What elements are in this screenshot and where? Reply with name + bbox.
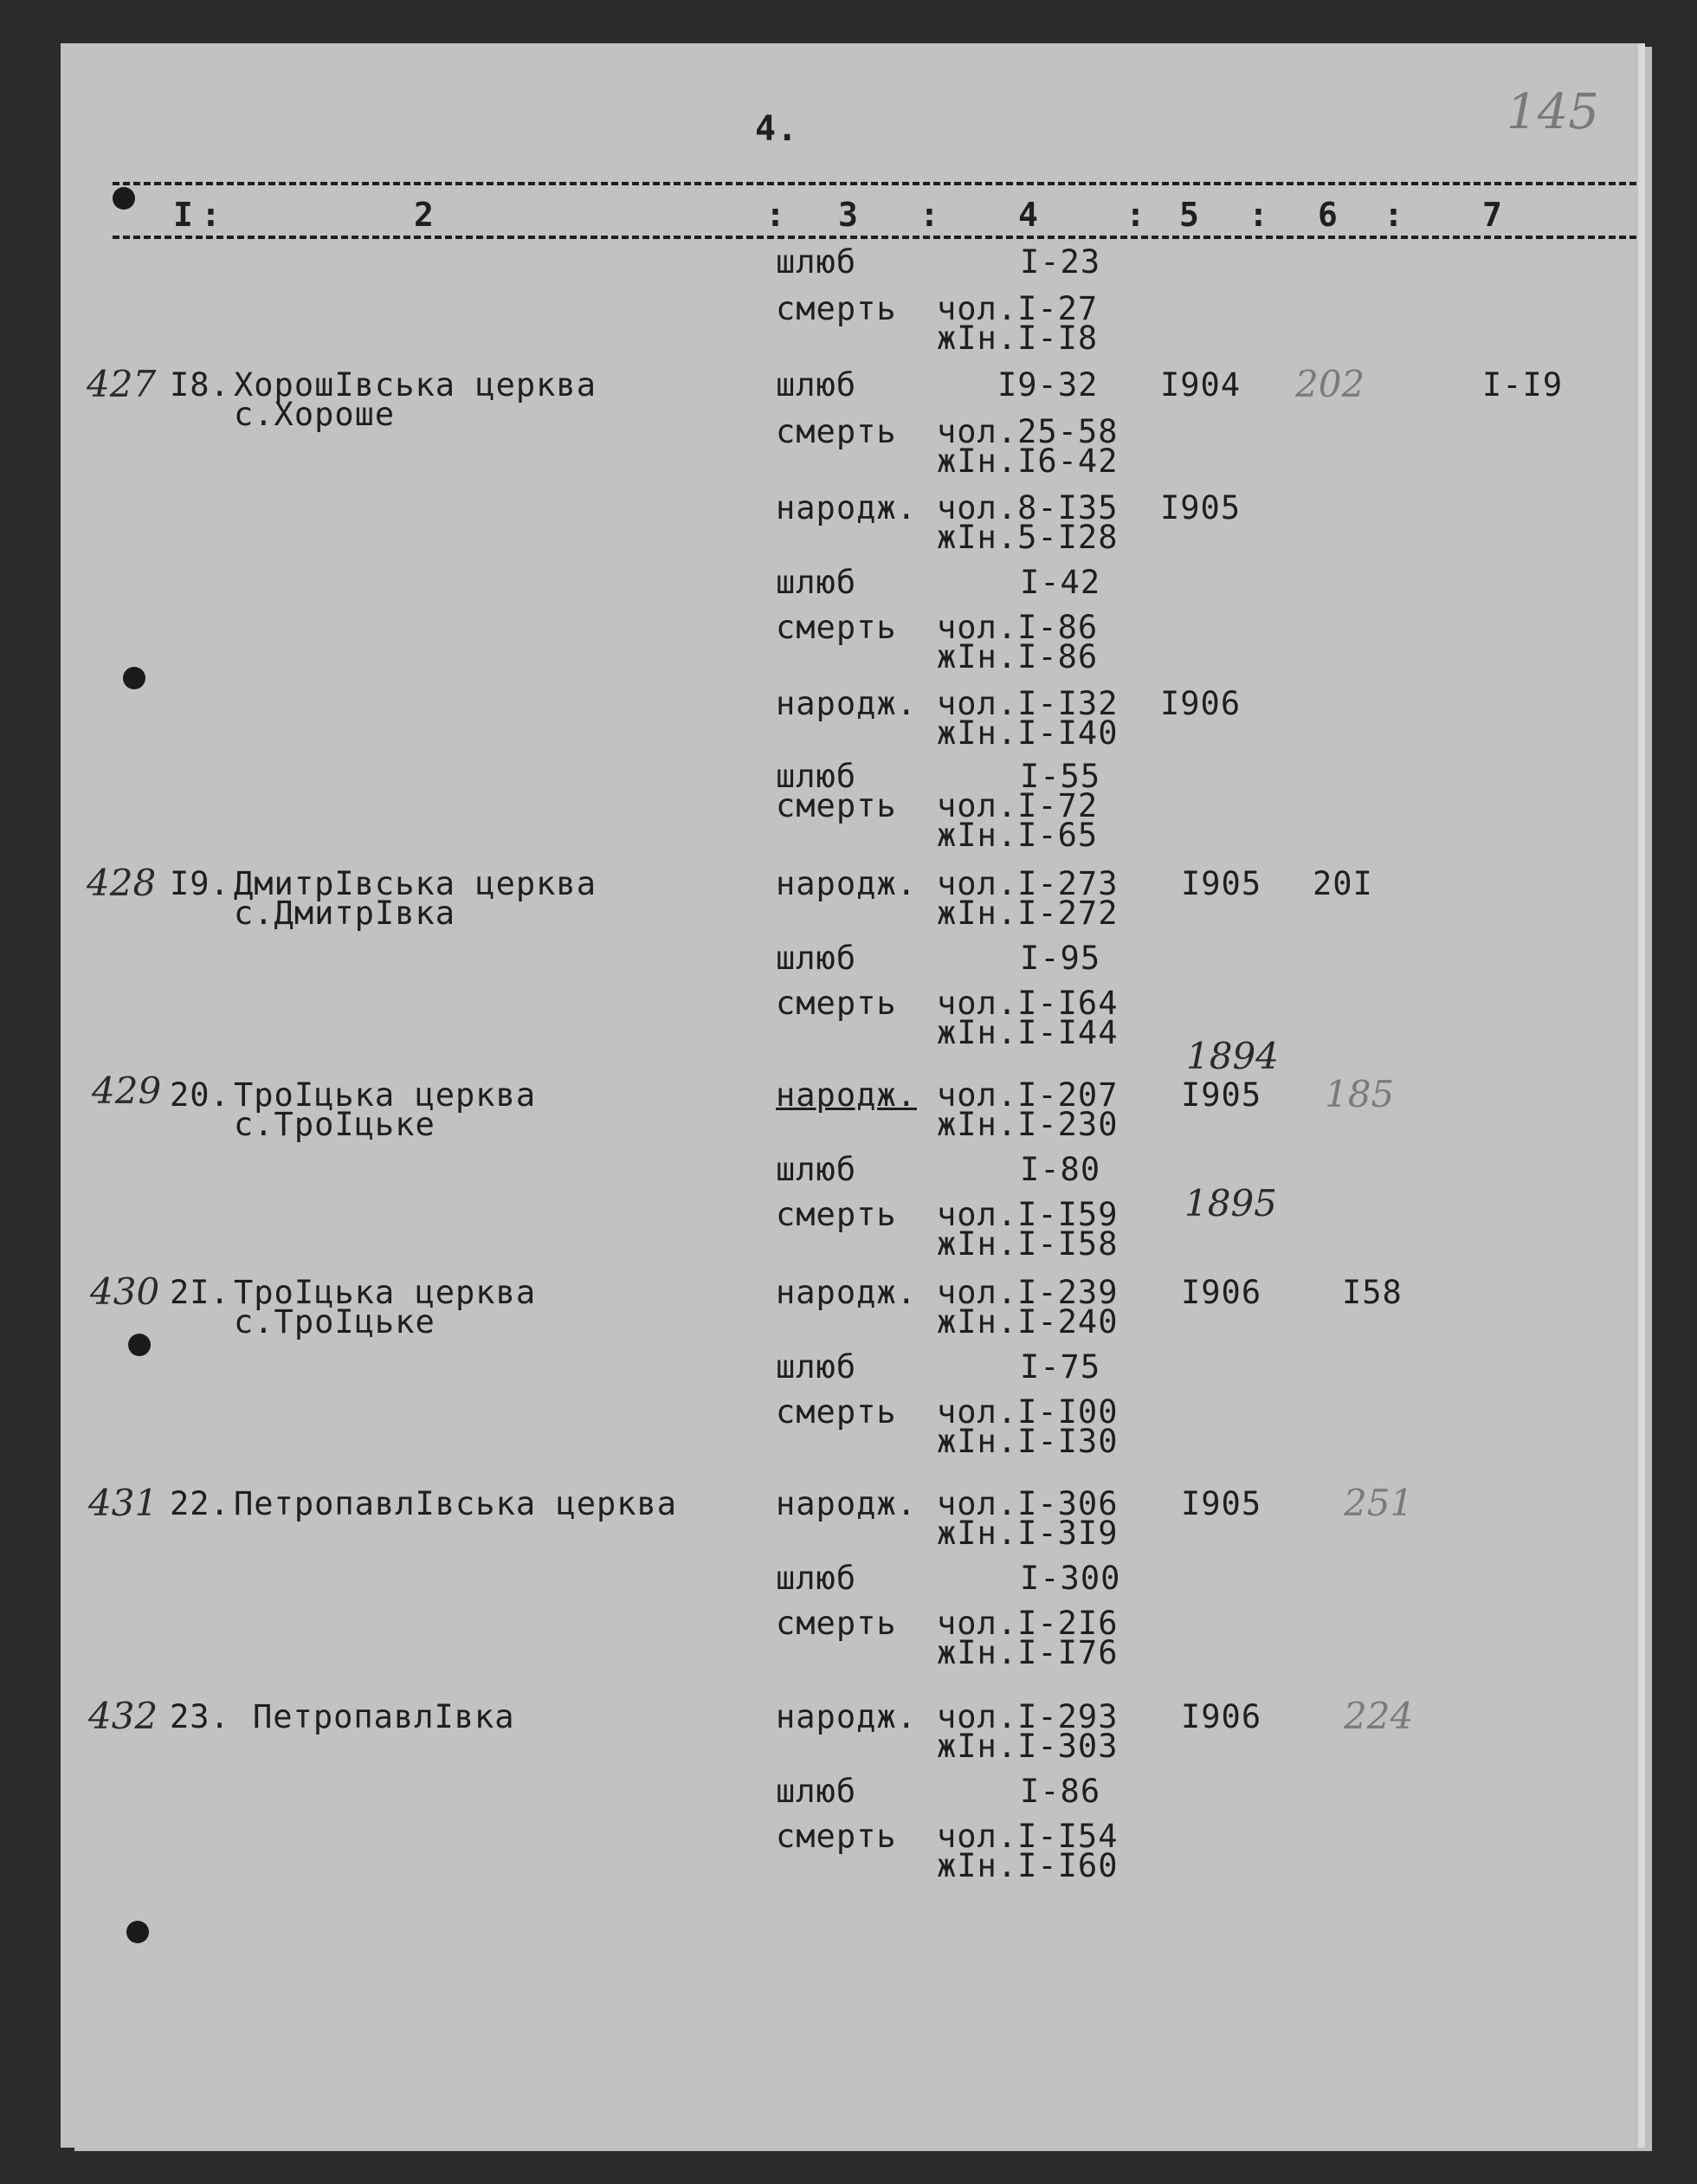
record-value: чол.I-27 — [937, 290, 1099, 327]
punch-hole-icon — [113, 187, 135, 210]
record-type: смерть — [776, 290, 897, 327]
record-value: жIн.I-I58 — [937, 1225, 1119, 1263]
archive-number: 431 — [88, 1482, 158, 1524]
original-number: 2I. — [170, 1274, 230, 1311]
record-type: шлюб — [776, 366, 857, 404]
village-name: с.Хороше — [234, 396, 396, 433]
record-value: I-95 — [1020, 940, 1101, 977]
record-value: чол.I-72 — [937, 787, 1099, 824]
column-separator: : — [765, 196, 785, 234]
record-year: I905 — [1160, 489, 1242, 527]
record-type: шлюб — [776, 243, 857, 281]
punch-hole-icon — [126, 1921, 149, 1943]
record-value: I-300 — [1020, 1560, 1121, 1597]
record-col7: I-I9 — [1482, 366, 1564, 404]
column-header-7: 7 — [1482, 196, 1502, 234]
church-name: ДмитрIвська церква — [234, 865, 597, 902]
record-value: чол.8-I35 — [937, 489, 1119, 527]
archive-number: 427 — [87, 363, 157, 405]
record-count: 251 — [1344, 1482, 1414, 1524]
church-name: ТроIцька церква — [234, 1274, 537, 1311]
record-value: чол.I-239 — [937, 1274, 1119, 1311]
record-type: смерть — [776, 787, 897, 824]
column-separator: : — [1126, 196, 1145, 234]
church-name: ХорошIвська церква — [234, 366, 597, 404]
record-year: I906 — [1160, 685, 1242, 722]
village-name: с.ТроIцьке — [234, 1106, 436, 1143]
record-type: шлюб — [776, 1560, 857, 1597]
record-type: шлюб — [776, 564, 857, 601]
punch-hole-icon — [123, 667, 145, 689]
header-rule-bottom — [113, 236, 1636, 239]
record-value: жIн.I-I8 — [937, 320, 1099, 357]
record-year: I906 — [1181, 1698, 1262, 1735]
punch-hole-icon — [128, 1334, 151, 1356]
header-rule-top — [113, 182, 1636, 185]
record-value: жIн.I-I44 — [937, 1014, 1119, 1051]
record-year: I905 — [1181, 1485, 1262, 1522]
record-type: народж. — [776, 1274, 917, 1311]
record-type: народж. — [776, 1076, 917, 1114]
record-value: чол.I-I32 — [937, 685, 1119, 722]
archive-number: 430 — [90, 1270, 160, 1313]
record-value: чол.I-207 — [937, 1076, 1119, 1114]
record-value: жIн.I-230 — [937, 1106, 1119, 1143]
record-value: жIн.I-240 — [937, 1303, 1119, 1341]
year-annotation: 1894 — [1186, 1035, 1279, 1077]
church-name: ПетропавлIвка — [253, 1698, 515, 1735]
record-type: смерть — [776, 413, 897, 450]
record-type: смерть — [776, 609, 897, 646]
record-value: I-42 — [1020, 564, 1101, 601]
record-year: I904 — [1160, 366, 1242, 404]
archive-number: 429 — [92, 1069, 162, 1112]
archive-number: 432 — [88, 1695, 158, 1737]
record-value: жIн.I-272 — [937, 895, 1119, 932]
record-value: жIн.I-I76 — [937, 1634, 1119, 1671]
record-value: чол.I-I64 — [937, 985, 1119, 1022]
record-type: смерть — [776, 1393, 897, 1431]
record-value: чол.I-I54 — [937, 1818, 1119, 1855]
church-name: ТроIцька церква — [234, 1076, 537, 1114]
record-value: I-86 — [1020, 1773, 1101, 1810]
record-value: I-55 — [1020, 758, 1101, 795]
original-number: 23. — [170, 1698, 230, 1735]
record-value: жIн.I-303 — [937, 1728, 1119, 1765]
record-value: жIн.5-I28 — [937, 519, 1119, 556]
record-value: I9-32 — [997, 366, 1099, 404]
record-value: чол.I-2I6 — [937, 1605, 1119, 1642]
record-type: смерть — [776, 1196, 897, 1233]
column-header-2: 2 — [414, 196, 434, 234]
record-year: I905 — [1181, 865, 1262, 902]
record-year: I905 — [1181, 1076, 1262, 1114]
record-value: чол.I-I59 — [937, 1196, 1119, 1233]
column-header-3: 3 — [838, 196, 858, 234]
original-number: I8. — [170, 366, 230, 404]
record-type: смерть — [776, 1818, 897, 1855]
record-type: смерть — [776, 985, 897, 1022]
record-value: чол.I-293 — [937, 1698, 1119, 1735]
record-value: жIн.I6-42 — [937, 443, 1119, 480]
column-separator: : — [1384, 196, 1403, 234]
record-year: I906 — [1181, 1274, 1262, 1311]
page-number: 4. — [755, 109, 799, 149]
record-count: 202 — [1295, 363, 1365, 405]
column-separator: : — [201, 196, 221, 234]
record-value: чол.I-86 — [937, 609, 1099, 646]
column-header-6: 6 — [1318, 196, 1338, 234]
church-name: ПетропавлIвська церква — [234, 1485, 678, 1522]
village-name: с.ДмитрIвка — [234, 895, 456, 932]
record-type: шлюб — [776, 940, 857, 977]
record-type: шлюб — [776, 758, 857, 795]
record-count: 20I — [1313, 865, 1373, 902]
folio-number: 145 — [1507, 84, 1599, 140]
record-type: народж. — [776, 685, 917, 722]
original-number: I9. — [170, 865, 230, 902]
record-type: народж. — [776, 1698, 917, 1735]
record-value: чол.I-306 — [937, 1485, 1119, 1522]
record-value: чол.25-58 — [937, 413, 1119, 450]
column-header-1: I — [173, 196, 193, 234]
record-value: жIн.I-3I9 — [937, 1515, 1119, 1552]
village-name: с.ТроIцьке — [234, 1303, 436, 1341]
record-type: народж. — [776, 489, 917, 527]
record-value: I-23 — [1020, 243, 1101, 281]
record-value: жIн.I-I60 — [937, 1847, 1119, 1884]
record-type: народж. — [776, 865, 917, 902]
record-type: шлюб — [776, 1348, 857, 1386]
record-value: I-80 — [1020, 1151, 1101, 1188]
record-value: жIн.I-I40 — [937, 714, 1119, 752]
column-separator: : — [919, 196, 939, 234]
original-number: 22. — [170, 1485, 230, 1522]
record-value: жIн.I-I30 — [937, 1423, 1119, 1460]
column-header-4: 4 — [1018, 196, 1038, 234]
record-type: смерть — [776, 1605, 897, 1642]
column-separator: : — [1249, 196, 1268, 234]
record-type: народж. — [776, 1485, 917, 1522]
record-count: I58 — [1342, 1274, 1403, 1311]
year-annotation: 1895 — [1184, 1182, 1277, 1224]
record-value: чол.I-273 — [937, 865, 1119, 902]
record-count: 185 — [1325, 1073, 1395, 1115]
record-type: шлюб — [776, 1151, 857, 1188]
archive-number: 428 — [87, 862, 157, 904]
record-type: шлюб — [776, 1773, 857, 1810]
record-value: жIн.I-65 — [937, 817, 1099, 854]
column-header-5: 5 — [1179, 196, 1199, 234]
record-value: жIн.I-86 — [937, 638, 1099, 675]
record-value: чол.I-I00 — [937, 1393, 1119, 1431]
record-count: 224 — [1344, 1695, 1414, 1737]
record-value: I-75 — [1020, 1348, 1101, 1386]
original-number: 20. — [170, 1076, 230, 1114]
